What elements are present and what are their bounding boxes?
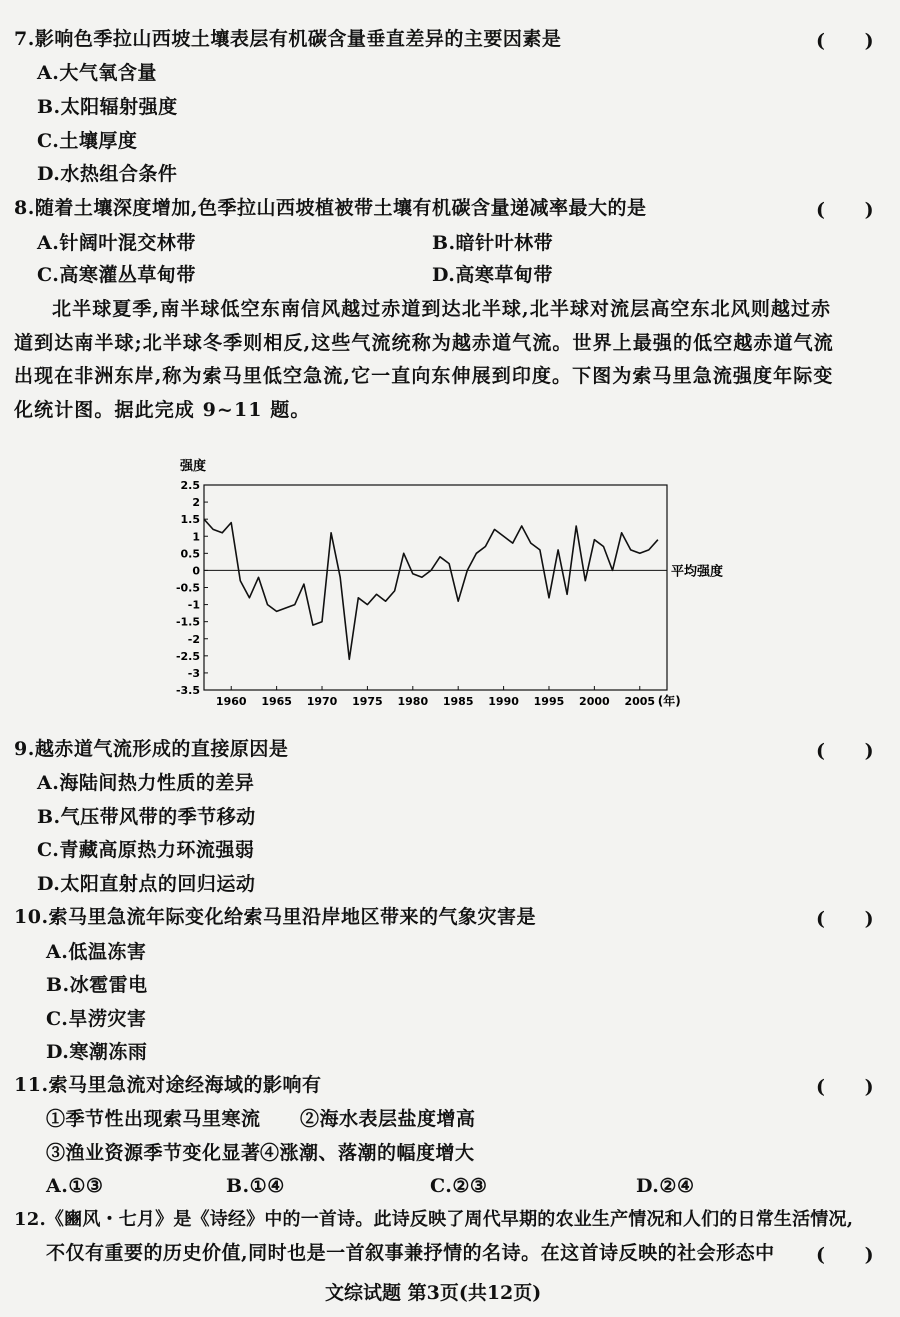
q8-option-d: D.高寒草甸带 <box>432 264 553 286</box>
x-tick-label: 1960 <box>215 695 247 708</box>
somali-jet-chart <box>170 450 730 715</box>
q11-item-3: ③渔业资源季节变化显著 <box>46 1142 261 1164</box>
q11-item-4: ④涨潮、落潮的幅度增大 <box>260 1142 475 1164</box>
q11-item-1: ①季节性出现索马里寒流 <box>46 1108 261 1130</box>
y-tick-label: -1.5 <box>175 615 200 629</box>
y-tick-label: -0.5 <box>175 581 200 595</box>
q9-stem: 9.越赤道气流形成的直接原因是 <box>14 738 289 760</box>
passage-line-3: 出现在非洲东岸,称为索马里低空急流,它一直向东伸展到印度。下图为索马里急流强度年际变 <box>14 365 834 387</box>
x-tick-label: 2000 <box>579 695 610 708</box>
q8-option-a: A.针阔叶混交林带 <box>37 232 196 254</box>
q10-option-d: D.寒潮冻雨 <box>46 1041 148 1063</box>
x-tick-label: 1965 <box>261 695 292 708</box>
y-tick-label: 2.5 <box>180 479 200 492</box>
q10-stem: 10.索马里急流年际变化给索马里沿岸地区带来的气象灾害是 <box>14 906 537 928</box>
q9-option-a: A.海陆间热力性质的差异 <box>37 772 255 794</box>
y-tick-label: 1 <box>192 530 200 544</box>
y-tick-label: 0 <box>192 564 200 578</box>
x-tick-label: 1980 <box>397 695 429 708</box>
q11-option-d: D.②④ <box>636 1175 695 1197</box>
q11-stem: 11.索马里急流对途经海域的影响有 <box>14 1074 322 1096</box>
mean-line-label: 平均强度 <box>671 564 724 580</box>
q8-option-c: C.高寒灌丛草甸带 <box>37 264 196 286</box>
y-tick-label: -2 <box>187 632 200 646</box>
q12-stem-line-2: 不仅有重要的历史价值,同时也是一首叙事兼抒情的名诗。在这首诗反映的社会形态中 <box>46 1242 775 1264</box>
passage-line-1: 北半球夏季,南半球低空东南信风越过赤道到达北半球,北半球对流层高空东北风则越过赤 <box>52 298 832 320</box>
x-tick-label: 1995 <box>533 695 565 708</box>
q7-option-b: B.太阳辐射强度 <box>37 96 178 118</box>
q12-stem-line-1: 12.《豳风・七月》是《诗经》中的一首诗。此诗反映了周代早期的农业生产情况和人们的日常生活情况, <box>14 1209 854 1230</box>
q7-option-a: A.大气氧含量 <box>37 62 157 84</box>
y-tick-label: 2 <box>192 496 200 510</box>
y-axis-label: 强度 <box>180 459 207 474</box>
x-axis-unit: (年) <box>657 694 681 708</box>
y-tick-label: 0.5 <box>180 547 200 561</box>
q10-option-c: C.旱涝灾害 <box>46 1008 147 1030</box>
y-tick-label: 1.5 <box>180 513 200 527</box>
q9-option-c: C.青藏高原热力环流强弱 <box>37 839 255 861</box>
x-tick-label: 1970 <box>306 695 338 708</box>
chart-svg <box>170 450 730 715</box>
x-tick-label: 1985 <box>442 695 474 708</box>
q8-answer-paren: ( ) <box>816 199 874 221</box>
q11-item-2: ②海水表层盐度增高 <box>300 1108 476 1130</box>
q8-option-b: B.暗针叶林带 <box>432 232 554 254</box>
q7-stem: 7.影响色季拉山西坡土壤表层有机碳含量垂直差异的主要因素是 <box>14 28 562 50</box>
q10-option-b: B.冰雹雷电 <box>46 974 148 996</box>
y-tick-label: -3.5 <box>175 684 200 697</box>
q11-answer-paren: ( ) <box>816 1076 874 1098</box>
q11-option-c: C.②③ <box>430 1175 488 1197</box>
q7-answer-paren: ( ) <box>816 30 874 52</box>
page-footer: 文综试题 第3页(共12页) <box>325 1282 542 1304</box>
q11-option-a: A.①③ <box>46 1175 104 1197</box>
y-tick-label: -1 <box>187 598 200 612</box>
x-tick-label: 1975 <box>352 695 383 708</box>
q10-answer-paren: ( ) <box>816 908 874 930</box>
x-tick-label: 2005 <box>624 695 656 708</box>
plot-frame <box>204 485 667 690</box>
jet-strength-line <box>204 519 658 659</box>
q10-option-a: A.低温冻害 <box>46 941 147 963</box>
q9-option-d: D.太阳直射点的回归运动 <box>37 873 256 895</box>
q11-option-b: B.①④ <box>226 1175 285 1197</box>
passage-line-2: 道到达南半球;北半球冬季则相反,这些气流统称为越赤道气流。世界上最强的低空越赤道气流 <box>14 332 834 354</box>
q7-option-c: C.土壤厚度 <box>37 130 138 152</box>
x-tick-label: 1990 <box>488 695 519 708</box>
q9-answer-paren: ( ) <box>816 740 874 762</box>
q9-option-b: B.气压带风带的季节移动 <box>37 806 256 828</box>
q12-answer-paren: ( ) <box>816 1244 874 1266</box>
q7-option-d: D.水热组合条件 <box>37 163 178 185</box>
y-tick-label: -2.5 <box>175 649 200 663</box>
q8-stem: 8.随着土壤深度增加,色季拉山西坡植被带土壤有机碳含量递减率最大的是 <box>14 197 647 219</box>
passage-line-4: 化统计图。据此完成 9~11 题。 <box>14 399 311 421</box>
y-tick-label: -3 <box>187 666 200 680</box>
